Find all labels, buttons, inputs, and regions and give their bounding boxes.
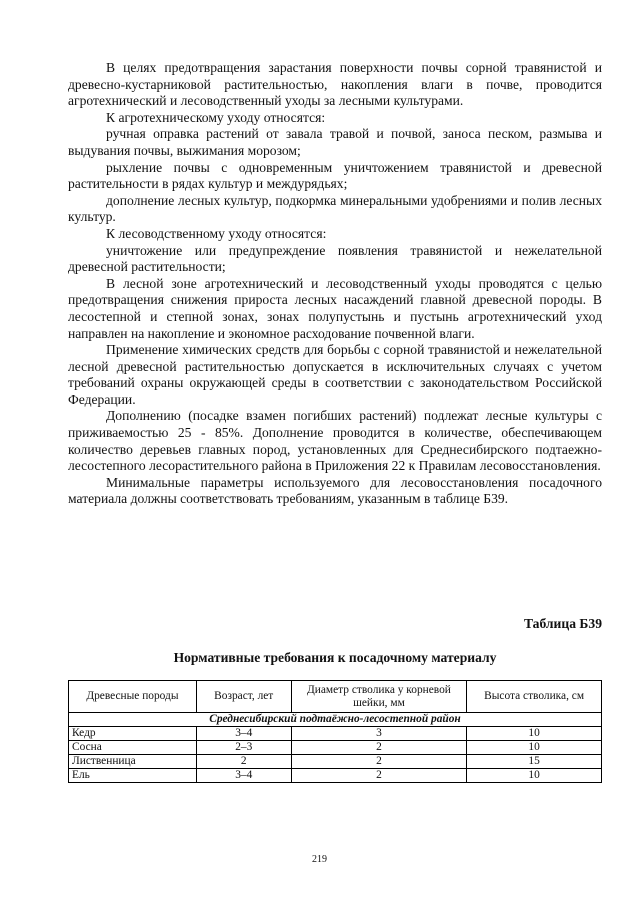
cell-height: 10 — [467, 727, 602, 741]
cell-species: Ель — [69, 769, 197, 783]
page-number: 219 — [312, 854, 327, 865]
paragraph: ручная оправка растений от завала травой и почвой, заноса песком, размыва и выдувания почвы, выжимания морозом; — [68, 126, 602, 158]
header-species: Древесные породы — [69, 681, 197, 713]
cell-diameter: 2 — [291, 755, 467, 769]
header-age: Возраст, лет — [196, 681, 291, 713]
paragraph: дополнение лесных культур, подкормка минеральными удобрениями и полив лесных культур. — [68, 192, 602, 225]
table-header-row — [69, 681, 602, 713]
region-row — [69, 713, 602, 727]
cell-height: 10 — [467, 769, 602, 783]
paragraph: уничтожение или предупреждение появления травянистой и нежелательной древесной растительности; — [68, 242, 602, 275]
table-row — [69, 741, 602, 755]
cell-height: 15 — [467, 755, 602, 769]
cell-height: 10 — [467, 741, 602, 755]
cell-species: Кедр — [69, 727, 197, 741]
paragraph: К лесоводственному уходу относятся: — [106, 225, 327, 241]
cell-age: 3–4 — [196, 727, 291, 741]
cell-age: 2–3 — [196, 741, 291, 755]
table-title: Нормативные требования к посадочному материалу — [173, 650, 497, 665]
cell-age: 2 — [196, 755, 291, 769]
table-label: Таблица Б39 — [523, 616, 602, 631]
paragraph: рыхление почвы с одновременным уничтожением травянистой и древесной растительности в рядах культур и междурядьях; — [68, 159, 602, 192]
paragraph: К агротехническому уходу относятся: — [106, 109, 326, 125]
cell-diameter: 3 — [291, 727, 467, 741]
table-row — [69, 727, 602, 741]
region-cell: Среднесибирский подтаёжно-лесостепной район — [69, 713, 602, 727]
paragraph: Дополнению (посадке взамен погибших растений) подлежат лесные культуры с приживаемостью 25 - 85%. Дополнение проводится в количестве, обеспечивающем количество деревьев главных пород, установленных для Среднесибирского подтаежно-лесостепного лесорастительного района в Приложения 22 к Правилам лесовосстановления. — [68, 408, 602, 474]
table-row — [69, 769, 602, 783]
paragraph: В целях предотвращения зарастания поверхности почвы сорной травянистой и древесно-кустарниковой растительностью, накопления влаги в почве, проводится агротехнический и лесоводственный уходы за лесными культурами. — [68, 60, 602, 109]
header-diameter: Диаметр стволика у корневой шейки, мм — [291, 681, 467, 713]
cell-species: Сосна — [69, 741, 197, 755]
table-row — [69, 755, 602, 769]
header-height: Высота стволика, см — [467, 681, 602, 713]
body-text — [68, 60, 602, 508]
cell-species: Лиственница — [69, 755, 197, 769]
paragraph: Минимальные параметры используемого для лесовосстановления посадочного материала должны соответствовать требованиям, указанным в таблице Б39. — [68, 474, 602, 507]
requirements-table — [68, 680, 602, 783]
cell-diameter: 2 — [291, 741, 467, 755]
cell-age: 3–4 — [196, 769, 291, 783]
paragraph: Применение химических средств для борьбы с сорной травянистой и нежелательной лесной древесной растительностью допускается в исключительных случаях с учетом требований охраны окружающей среды в соответствии с законодательством Российской Федерации. — [68, 342, 602, 407]
cell-diameter: 2 — [291, 769, 467, 783]
paragraph: В лесной зоне агротехнический и лесоводственный уходы проводятся с целью предотвращения снижения прироста лесных насаждений главной древесной породы. В лесостепной и степной зонах, зонах полупустынь и пустынь агротехнический уход направлен на накопление и экономное расходование почвенной влаги. — [68, 275, 602, 341]
